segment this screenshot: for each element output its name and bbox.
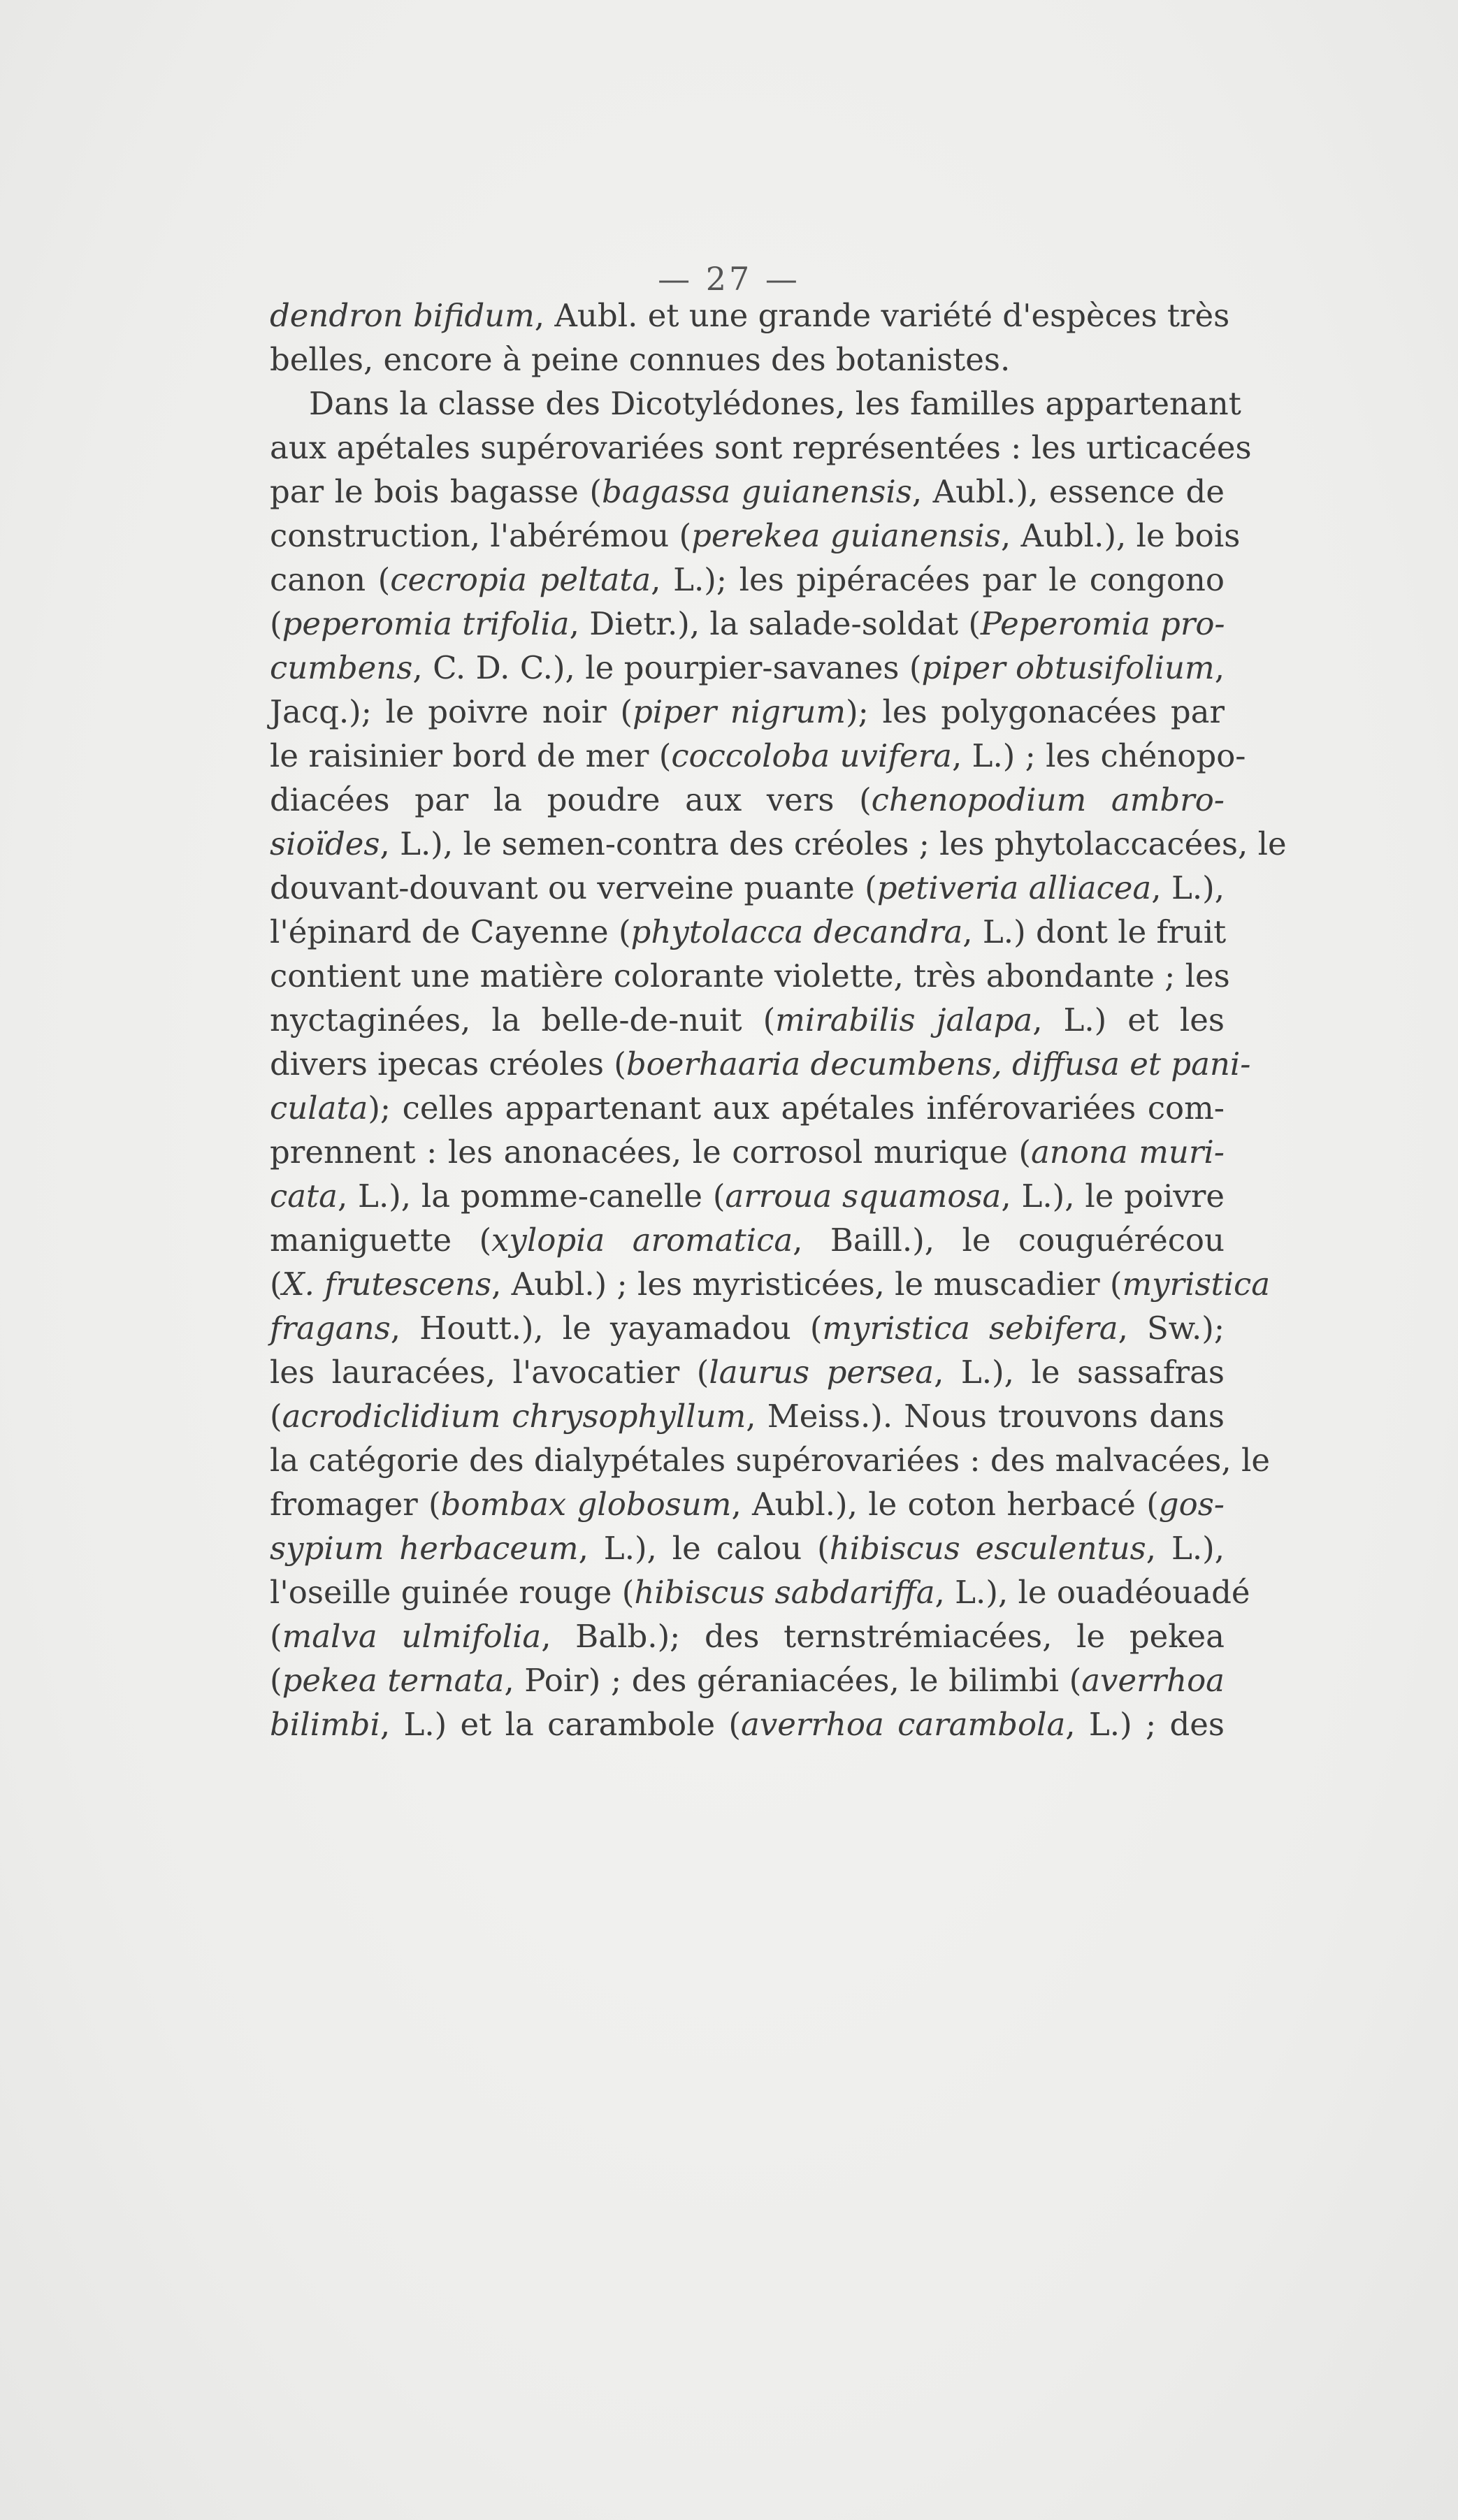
text-segment: canon ( [270,561,391,598]
text-segment: , C. D. C.), le pourpier-savanes ( [412,649,922,686]
text-line [270,602,1225,646]
text-line [270,778,1225,822]
text-segment: l'oseille guinée rouge ( [270,1574,635,1611]
text-line [270,1394,1225,1438]
text-line [270,1130,1225,1174]
italic-botanical-name: cata [270,1178,338,1215]
text-segment: ( [270,605,282,642]
italic-botanical-name: culata [270,1089,368,1127]
text-segment: , Meiss.). Nous trouvons dans [746,1398,1225,1435]
italic-botanical-name: bagassa guianensis [601,473,912,510]
text-line [270,558,1225,602]
italic-botanical-name: laurus persea [709,1354,934,1391]
text-segment: prennent : les anonacées, le corrosol murique ( [270,1134,1031,1171]
text-line [270,1438,1271,1482]
text-segment: fromager ( [270,1486,441,1523]
text-segment: , L.) ; des [1065,1706,1225,1743]
text-line [270,1174,1225,1218]
text-segment: , L.) et les [1032,1001,1225,1038]
text-segment: contient une matière colorante violette, très abondante ; les [270,957,1230,994]
text-segment: ( [270,1662,282,1699]
italic-botanical-name: acrodiclidium chrysophyllum [282,1398,746,1435]
italic-botanical-name: perekea guianensis [691,517,1001,554]
italic-botanical-name: myristica [1122,1266,1271,1303]
text-line [270,470,1225,514]
text-line [270,338,1225,382]
text-segment: nyctaginées, la belle-de-nuit ( [270,1001,776,1038]
italic-botanical-name: fragans [270,1310,391,1347]
text-segment: belles, encore à peine connues des botanistes. [270,341,1011,378]
text-segment: douvant-douvant ou verveine puante ( [270,869,877,906]
text-segment: maniguette ( [270,1222,492,1259]
italic-botanical-name: piper nigrum [632,693,846,730]
text-line [270,1218,1225,1262]
italic-botanical-name: petiveria alliacea [876,869,1152,906]
text-line [270,734,1246,778]
italic-botanical-name: boerhaaria decumbens, diffusa et pani- [626,1045,1251,1082]
page-number: — 27 — [658,260,800,298]
italic-botanical-name: arroua squamosa [725,1178,1002,1215]
text-segment: , Poir) ; des géraniacées, le bilimbi ( [504,1662,1082,1699]
text-line [270,1042,1251,1086]
text-segment: par le bois bagasse ( [270,473,602,510]
text-segment: divers ipecas créoles ( [270,1045,626,1082]
text-segment: , L.), le calou ( [578,1530,830,1567]
italic-botanical-name: anona muri- [1030,1134,1225,1171]
text-segment: , Aubl.), le coton herbacé ( [731,1486,1159,1523]
italic-botanical-name: hibiscus sabdariffa [634,1574,935,1611]
italic-botanical-name: myristica sebifera [822,1310,1118,1347]
text-line [270,1570,1250,1614]
italic-botanical-name: dendron bifidum [270,297,535,334]
text-segment: , L.), le semen-contra des créoles ; les phytolaccacées, le [380,825,1287,862]
italic-botanical-name: pekea ternata [282,1662,505,1699]
italic-botanical-name: sioïdes [270,825,380,862]
text-line [270,294,1230,338]
italic-botanical-name: peperomia trifolia [282,605,570,642]
italic-botanical-name: piper obtusifolium [921,649,1215,686]
body-text [270,294,1287,1746]
text-segment: , L.); les pipéracées par le congono [651,561,1225,598]
italic-botanical-name: averrhoa carambola [740,1706,1066,1743]
text-line [270,822,1287,866]
italic-botanical-name: chenopodium ambro- [871,781,1225,818]
text-line [270,382,1241,426]
text-line [270,1658,1225,1702]
italic-botanical-name: coccoloba uvifera [671,737,952,774]
text-segment: ); celles appartenant aux apétales inférovariées com- [368,1089,1225,1127]
text-segment: , Aubl.), essence de [911,473,1225,510]
text-line [270,646,1225,690]
text-segment: , L.), la pomme-canelle ( [337,1178,726,1215]
text-segment: , L.), le ouadéouadé [934,1574,1250,1611]
text-segment: les lauracées, l'avocatier ( [270,1354,709,1391]
italic-botanical-name: gos- [1158,1486,1225,1523]
text-line [270,954,1230,998]
text-line [270,1350,1225,1394]
text-line [270,1614,1225,1658]
text-segment: , Balb.); des ternstrémiacées, le pekea [541,1618,1225,1655]
italic-botanical-name: sypium herbaceum [270,1530,579,1567]
italic-botanical-name: malva ulmifolia [282,1618,542,1655]
text-line [270,998,1225,1042]
text-line [270,1702,1225,1746]
italic-botanical-name: bombax globosum [440,1486,732,1523]
italic-botanical-name: bilimbi [270,1706,380,1743]
text-segment: , L.) et la carambole ( [380,1706,741,1743]
text-segment: Jacq.); le poivre noir ( [270,693,633,730]
text-segment: ( [270,1398,282,1435]
text-segment: Dans la classe des Dicotylédones, les familles appartenant [309,385,1241,422]
text-segment: ( [270,1266,282,1303]
text-segment: , [1214,649,1225,686]
text-segment: , Baill.), le couguérécou [793,1222,1225,1259]
text-segment: , L.) ; les chénopo- [951,737,1246,774]
text-line [270,690,1225,734]
text-segment: , Sw.); [1118,1310,1225,1347]
italic-botanical-name: hibiscus esculentus [829,1530,1146,1567]
text-segment: diacées par la poudre aux vers ( [270,781,872,818]
text-segment: , Aubl. et une grande variété d'espèces très [534,297,1230,334]
italic-botanical-name: cumbens [270,649,413,686]
italic-botanical-name: phytolacca decandra [630,913,963,950]
text-segment: aux apétales supérovariées sont représentées : les urticacées [270,429,1252,466]
text-line [270,1086,1225,1130]
text-segment: , L.), le poivre [1001,1178,1225,1215]
text-line [270,1482,1225,1526]
text-segment: , L.), le sassafras [934,1354,1225,1391]
italic-botanical-name: averrhoa [1081,1662,1225,1699]
text-line [270,1262,1271,1306]
italic-botanical-name: cecropia peltata [390,561,651,598]
text-segment: l'épinard de Cayenne ( [270,913,631,950]
text-line [270,910,1225,954]
italic-botanical-name: xylopia aromatica [491,1222,793,1259]
text-segment: la catégorie des dialypétales supérovariées : des malvacées, le [270,1442,1271,1479]
text-segment: ); les polygonacées par [846,693,1225,730]
italic-botanical-name: mirabilis jalapa [775,1001,1033,1038]
italic-botanical-name: Peperomia pro- [980,605,1225,642]
text-segment: , Aubl.) ; les myristicées, le muscadier ( [491,1266,1123,1303]
text-line [270,866,1225,910]
text-segment: , Houtt.), le yayamadou ( [390,1310,823,1347]
text-segment: construction, l'abérémou ( [270,517,692,554]
text-line [270,514,1241,558]
text-segment: , L.), [1151,869,1225,906]
text-segment: , L.), [1146,1530,1225,1567]
text-line [270,1306,1225,1350]
text-segment: , Aubl.), le bois [1000,517,1241,554]
text-segment: , Dietr.), la salade-soldat ( [569,605,981,642]
text-segment: , L.) dont le fruit [962,913,1227,950]
italic-botanical-name: X. frutescens [282,1266,492,1303]
text-segment: le raisinier bord de mer ( [270,737,672,774]
text-segment: ( [270,1618,282,1655]
text-line [270,426,1252,470]
text-line [270,1526,1225,1570]
